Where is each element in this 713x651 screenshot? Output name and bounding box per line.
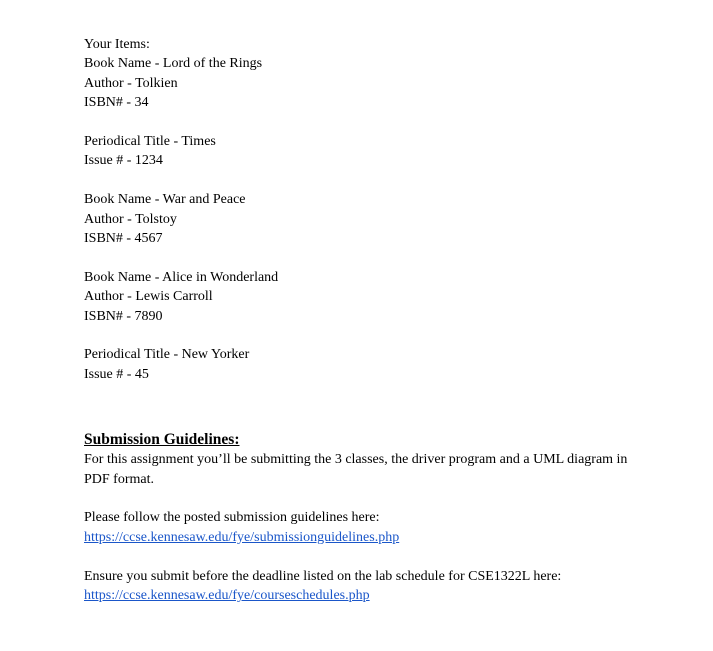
book-name-line: Book Name - Lord of the Rings [84, 56, 263, 72]
isbn-line: ISBN# - 34 [84, 95, 149, 111]
issue-line: Issue # - 1234 [84, 153, 163, 169]
author-line: Author - Lewis Carroll [84, 289, 213, 305]
submission-guidelines-heading: Submission Guidelines: [84, 431, 240, 449]
periodical-title-line: Periodical Title - Times [84, 134, 216, 150]
spacer [84, 489, 684, 508]
item-alice-in-wonderland [84, 268, 684, 326]
deadline-text: Ensure you submit before the deadline listed on the lab schedule for CSE1322L here: [84, 568, 562, 584]
periodical-title-line: Periodical Title - New Yorker [84, 347, 250, 363]
book-name-line: Book Name - Alice in Wonderland [84, 269, 279, 285]
submission-intro-text: For this assignment you’ll be submitting the 3 classes, the driver program and a UML diagram in PDF format. [84, 452, 628, 487]
submission-guidelines-section [84, 430, 684, 605]
item-war-and-peace [84, 190, 684, 248]
book-name-line: Book Name - War and Peace [84, 192, 246, 208]
item-times [84, 132, 684, 171]
submission-guidelines-link[interactable]: https://ccse.kennesaw.edu/fye/submissionguidelines.php [84, 529, 400, 545]
isbn-line: ISBN# - 7890 [84, 308, 163, 324]
items-header: Your Items: [84, 37, 150, 52]
author-line: Author - Tolkien [84, 75, 178, 91]
spacer [84, 171, 684, 190]
document-page [84, 35, 684, 605]
follow-guidelines-text: Please follow the posted submission guidelines here: [84, 510, 380, 526]
spacer [84, 326, 684, 345]
spacer [84, 547, 684, 566]
author-line: Author - Tolstoy [84, 211, 177, 227]
spacer [84, 113, 684, 132]
issue-line: Issue # - 45 [84, 366, 149, 382]
isbn-line: ISBN# - 4567 [84, 231, 163, 247]
item-new-yorker [84, 345, 684, 384]
spacer [84, 384, 684, 430]
spacer [84, 248, 684, 267]
course-schedules-link[interactable]: https://ccse.kennesaw.edu/fye/courseschedules.php [84, 588, 370, 604]
item-lord-of-the-rings [84, 54, 684, 112]
